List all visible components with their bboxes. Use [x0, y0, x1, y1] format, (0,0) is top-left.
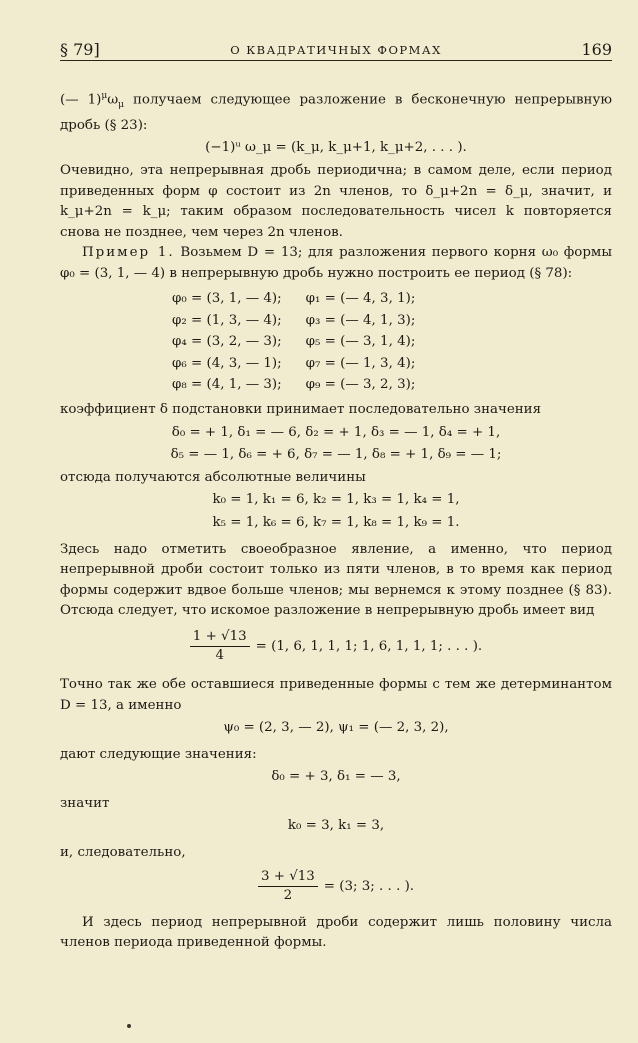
formula-delta-1: δ₀ = + 1, δ₁ = — 6, δ₂ = + 1, δ₃ = — 1, δ₄ = + 1, [171, 424, 501, 440]
formula-k-3: k₀ = 3, k₁ = 3, [287, 818, 385, 834]
section-ref: § 79] [60, 40, 100, 59]
table-row: φ₂ = (1, 3, — 4); φ₃ = (— 4, 1, 3); [172, 312, 416, 328]
fraction: $\frac{3 + √13}{2}$ [258, 868, 318, 905]
running-title: О КВАДРАТИЧНЫХ ФОРМАХ [230, 43, 442, 57]
paragraph-other-forms: Точно так же обе оставшиеся приведенные формы с тем же детерминантом D = 13, а именно [60, 676, 612, 713]
paragraph-example: Пример 1. Возьмем D = 13; для разложения первого корня ω₀ формы φ₀ = (3, 1, — 4) в непрерывную дробь нужно построить ее период (§ 78): [60, 245, 612, 281]
table-row: φ₆ = (4, 3, — 1); φ₇ = (— 1, 3, 4); [172, 355, 416, 371]
page-number: 169 [581, 40, 612, 59]
paragraph-intro: (— $1)^\mu\omega_\mu$ получаем следующее разложение в бесконечную непрерывную дробь (§ 23): [60, 91, 612, 133]
formula-delta-2: δ₅ = — 1, δ₆ = + 6, δ₇ = — 1, δ₈ = + 1, δ₉ = — 1; [170, 447, 502, 463]
ink-speck [127, 1024, 131, 1028]
table-row: φ₈ = (4, 1, — 3); φ₉ = (— 3, 2, 3); [172, 377, 416, 393]
formula-k-1: k₀ = 1, k₁ = 6, k₂ = 1, k₃ = 1, k₄ = 1, [212, 492, 460, 508]
forms-table [172, 288, 439, 396]
paragraph-therefore: значит [60, 795, 110, 811]
formula-fraction-1: $\frac{1 + √13}{4}$ = (1, 6, 1, 1, 1; 1, 6, 1, 1, 1; . . . ). [60, 628, 612, 665]
formula-delta-3: δ₀ = + 3, δ₁ = — 3, [271, 769, 401, 785]
running-header [60, 34, 612, 61]
example-label: Пример 1. [82, 245, 175, 261]
page-body [60, 86, 612, 954]
paragraph-values: дают следующие значения: [60, 746, 257, 762]
fraction: $\frac{1 + √13}{4}$ [190, 628, 250, 665]
table-row: φ₄ = (3, 2, — 3); φ₅ = (— 3, 1, 4); [172, 334, 416, 350]
formula-psi: ψ₀ = (2, 3, — 2), ψ₁ = (— 2, 3, 2), [223, 720, 449, 736]
table-row: φ₀ = (3, 1, — 4); φ₁ = (— 4, 3, 1); [172, 291, 416, 307]
paragraph-coefficient: коэффициент δ подстановки принимает последовательно значения [60, 401, 542, 417]
formula-expansion: (−1)ᵘ ω_μ = (k_μ, k_μ+1, k_μ+2, . . . ). [205, 140, 467, 156]
formula-fraction-2: $\frac{3 + √13}{2}$ = (3; 3; . . . ). [60, 868, 612, 905]
paragraph-conclusion: И здесь период непрерывной дроби содержит лишь половину числа членов периода приведенной формы. [60, 914, 612, 951]
paragraph-absolute: отсюда получаются абсолютные величины [60, 469, 366, 485]
paragraph-periodic: Очевидно, эта непрерывная дробь периодична; в самом деле, если период приведенных форм φ состоит из 2n членов, то δ_μ+2n = δ_μ, значит, и k_μ+2n = k_μ; таким образом последовательность чисел k повторяется снова не позднее, чем через 2n членов. [60, 162, 612, 240]
paragraph-remark: Здесь надо отметить своеобразное явление, а именно, что период непрерывной дроби состоит только из пяти членов, в то время как период формы содержит вдвое больше членов; мы вернемся к этому позднее (§ 83). Отсюда следует, что искомое разложение в непрерывную дробь имеет вид [60, 541, 612, 619]
paragraph-consequently: и, следовательно, [60, 845, 186, 861]
formula-k-2: k₅ = 1, k₆ = 6, k₇ = 1, k₈ = 1, k₉ = 1. [212, 514, 460, 530]
